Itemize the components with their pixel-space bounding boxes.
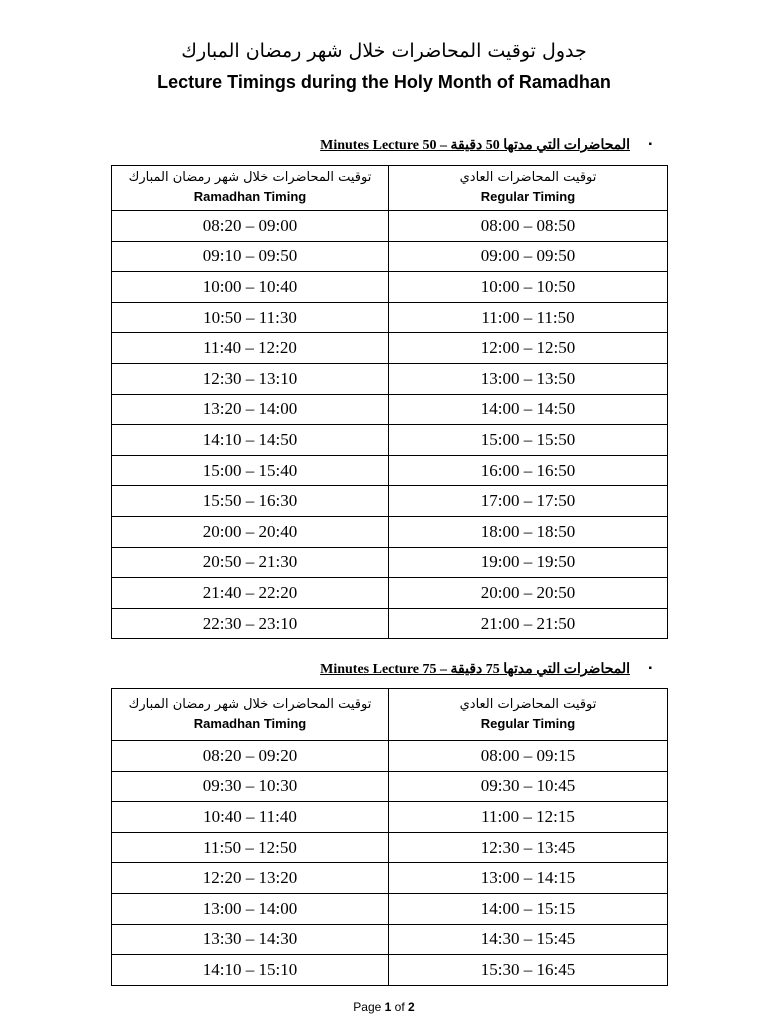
section-heading-75-minutes — [110, 661, 652, 681]
table-row — [112, 771, 668, 802]
ramadhan-time-cell: 12:20 – 13:20 — [112, 863, 389, 894]
table-row — [112, 955, 668, 986]
column-header-regular-arabic: توقيت المحاضرات العادي — [459, 696, 597, 712]
ramadhan-time-cell: 10:00 – 10:40 — [112, 272, 389, 303]
ramadhan-time-cell: 22:30 – 23:10 — [112, 608, 389, 639]
footer-page-total: 2 — [408, 1000, 415, 1014]
ramadhan-time-cell: 11:40 – 12:20 — [112, 333, 389, 364]
column-header-ramadhan-arabic: توقيت المحاضرات خلال شهر رمضان المبارك — [128, 696, 372, 712]
table-row — [112, 802, 668, 833]
table-row — [112, 578, 668, 609]
ramadhan-time-cell: 08:20 – 09:20 — [112, 741, 389, 772]
ramadhan-time-cell: 10:40 – 11:40 — [112, 802, 389, 833]
regular-time-cell: 15:30 – 16:45 — [389, 955, 668, 986]
table-row — [112, 363, 668, 394]
regular-time-cell: 21:00 – 21:50 — [389, 608, 668, 639]
table-row — [112, 333, 668, 364]
ramadhan-time-cell: 21:40 – 22:20 — [112, 578, 389, 609]
regular-time-cell: 16:00 – 16:50 — [389, 455, 668, 486]
section-heading-50-minutes — [110, 137, 652, 157]
ramadhan-time-cell: 20:50 – 21:30 — [112, 547, 389, 578]
ramadhan-time-cell: 08:20 – 09:00 — [112, 211, 389, 242]
table-row — [112, 547, 668, 578]
regular-time-cell: 09:00 – 09:50 — [389, 241, 668, 272]
regular-time-cell: 12:00 – 12:50 — [389, 333, 668, 364]
regular-time-cell: 11:00 – 12:15 — [389, 802, 668, 833]
ramadhan-time-cell: 10:50 – 11:30 — [112, 302, 389, 333]
ramadhan-time-cell: 15:00 – 15:40 — [112, 455, 389, 486]
timing-table-75-minutes — [111, 688, 668, 986]
column-header-regular-english: Regular Timing — [480, 189, 576, 204]
table-row — [112, 455, 668, 486]
ramadhan-time-cell: 20:00 – 20:40 — [112, 516, 389, 547]
table-header-row — [112, 166, 668, 211]
bullet-icon: ▪ — [648, 663, 652, 674]
column-header-regular — [389, 689, 668, 741]
ramadhan-time-cell: 12:30 – 13:10 — [112, 363, 389, 394]
ramadhan-time-cell: 14:10 – 15:10 — [112, 955, 389, 986]
document-title-english: Lecture Timings during the Holy Month of Ramadhan — [157, 72, 611, 92]
column-header-regular-arabic: توقيت المحاضرات العادي — [459, 170, 597, 185]
column-header-regular-english: Regular Timing — [480, 715, 576, 731]
footer-page-current: 1 — [384, 1000, 392, 1014]
table-row — [112, 516, 668, 547]
ramadhan-time-cell: 13:20 – 14:00 — [112, 394, 389, 425]
table-row — [112, 241, 668, 272]
column-header-ramadhan-arabic: توقيت المحاضرات خلال شهر رمضان المبارك — [128, 170, 372, 185]
regular-time-cell: 08:00 – 08:50 — [389, 211, 668, 242]
regular-time-cell: 13:00 – 13:50 — [389, 363, 668, 394]
ramadhan-time-cell: 13:00 – 14:00 — [112, 893, 389, 924]
table-row — [112, 863, 668, 894]
column-header-ramadhan — [112, 689, 389, 741]
page-footer — [0, 1000, 768, 1014]
regular-time-cell: 14:30 – 15:45 — [389, 924, 668, 955]
column-header-regular — [389, 166, 668, 211]
column-header-ramadhan — [112, 166, 389, 211]
section-heading-text: المحاضرات التي مدتها 75 دقيقة – 75 Minutes Lecture — [320, 662, 630, 677]
ramadhan-time-cell: 11:50 – 12:50 — [112, 832, 389, 863]
regular-time-cell: 09:30 – 10:45 — [389, 771, 668, 802]
column-header-ramadhan-english: Ramadhan Timing — [193, 715, 307, 731]
regular-time-cell: 14:00 – 14:50 — [389, 394, 668, 425]
regular-time-cell: 20:00 – 20:50 — [389, 578, 668, 609]
table-row — [112, 272, 668, 303]
regular-time-cell: 18:00 – 18:50 — [389, 516, 668, 547]
regular-time-cell: 12:30 – 13:45 — [389, 832, 668, 863]
table-row — [112, 924, 668, 955]
timing-table-50-minutes — [111, 165, 668, 639]
ramadhan-time-cell: 09:10 – 09:50 — [112, 241, 389, 272]
regular-time-cell: 10:00 – 10:50 — [389, 272, 668, 303]
table-row — [112, 608, 668, 639]
table-row — [112, 486, 668, 517]
ramadhan-time-cell: 13:30 – 14:30 — [112, 924, 389, 955]
regular-time-cell: 13:00 – 14:15 — [389, 863, 668, 894]
table-row — [112, 741, 668, 772]
table-row — [112, 302, 668, 333]
regular-time-cell: 08:00 – 09:15 — [389, 741, 668, 772]
footer-page-word: Page — [353, 1000, 382, 1014]
table-header-row — [112, 689, 668, 741]
regular-time-cell: 19:00 – 19:50 — [389, 547, 668, 578]
column-header-ramadhan-english: Ramadhan Timing — [193, 189, 307, 204]
regular-time-cell: 15:00 – 15:50 — [389, 425, 668, 456]
table-row — [112, 832, 668, 863]
section-heading-text: المحاضرات التي مدتها 50 دقيقة – 50 Minutes Lecture — [320, 138, 630, 153]
table-row — [112, 211, 668, 242]
ramadhan-time-cell: 14:10 – 14:50 — [112, 425, 389, 456]
regular-time-cell: 11:00 – 11:50 — [389, 302, 668, 333]
bullet-icon: ▪ — [648, 139, 652, 150]
document-title-arabic: جدول توقيت المحاضرات خلال شهر رمضان المبارك — [181, 40, 587, 62]
regular-time-cell: 17:00 – 17:50 — [389, 486, 668, 517]
ramadhan-time-cell: 15:50 – 16:30 — [112, 486, 389, 517]
regular-time-cell: 14:00 – 15:15 — [389, 893, 668, 924]
table-row — [112, 893, 668, 924]
footer-of-word: of — [394, 1000, 405, 1014]
table-row — [112, 425, 668, 456]
table-row — [112, 394, 668, 425]
ramadhan-time-cell: 09:30 – 10:30 — [112, 771, 389, 802]
